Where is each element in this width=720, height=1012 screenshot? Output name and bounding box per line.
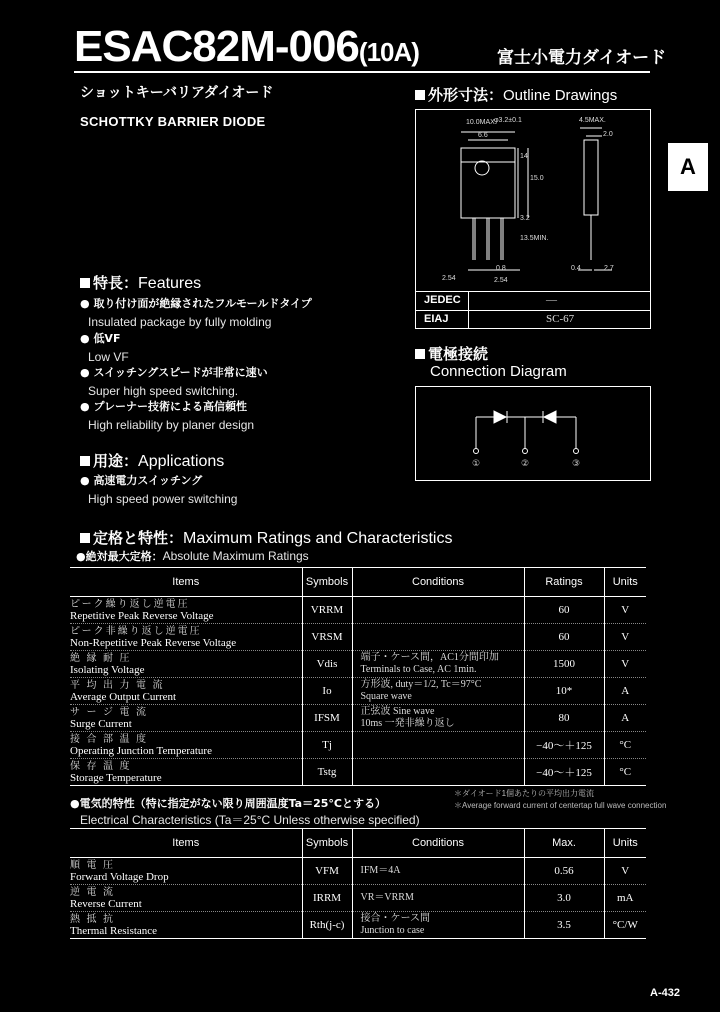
electrical-characteristics-table [70, 828, 646, 939]
col-header: Units [604, 568, 646, 597]
title-rule [74, 71, 650, 73]
eiaj-row: EIAJ SC-67 [424, 313, 575, 325]
table-row: 絶 縁 耐 圧 Isolating Voltage Vdis 端子・ケース間，AC1分間印加 Terminals to Case, AC 1min. 1500 V [70, 651, 646, 678]
table-row: 順 電 圧 Forward Voltage Drop VFM IFM＝4A 0.56 V [70, 858, 646, 885]
dim-label: φ3.2±0.1 [494, 117, 522, 124]
connection-heading-en: Connection Diagram [430, 363, 567, 380]
dim-label: 0.8 [496, 265, 506, 272]
table-row: 熱 抵 抗 Thermal Resistance Rth(j-c) 接合・ケース間 Junction to case 3.5 °C/W [70, 912, 646, 939]
electrical-heading-en: Electrical Characteristics (Ta＝25°C Unless otherwise specified) [80, 813, 420, 827]
current-rating: (10A) [358, 37, 419, 67]
table-row: ピーク繰り返し逆電圧 Repetitive Peak Reverse Voltage VRRM 60 V [70, 597, 646, 624]
page-number: A-432 [650, 987, 680, 999]
part-number-title: ESAC82M-006(10A) [74, 22, 419, 71]
dim-label: 10.0MAX. [466, 119, 497, 126]
table-row: サ ー ジ 電 流 Surge Current IFSM 正弦波 Sine wave 10ms 一発非繰り返し 80 A [70, 705, 646, 732]
application-item: ● 高速電力スイッチング High speed power switching [80, 474, 238, 506]
device-type-jp: ショットキーバリアダイオード [80, 85, 274, 101]
dim-label: 2.7 [604, 265, 614, 272]
category-jp: 富士小電力ダイオード [497, 48, 667, 68]
table-row: ピーク非繰り返し逆電圧 Non-Repetitive Peak Reverse Voltage VRSM 60 V [70, 624, 646, 651]
pin-label: ① [471, 459, 481, 469]
jedec-row: JEDEC ― [416, 292, 650, 311]
col-header: Symbols [302, 568, 352, 597]
dim-label: 2.54 [494, 277, 508, 284]
features-heading: 特長：Features [80, 272, 201, 293]
square-bullet-icon [80, 278, 90, 288]
dim-label: 6.6 [478, 132, 488, 139]
outline-heading: 外形寸法：Outline Drawings [415, 84, 617, 105]
diode-symbol-icon [494, 411, 506, 423]
dim-label: 2.0 [603, 131, 613, 138]
feature-item: ● 取り付け面が絶縁されたフルモールドタイプ Insulated package by fully molding [80, 297, 312, 329]
ratings-heading: 定格と特性：Maximum Ratings and Characteristics [80, 527, 452, 548]
pin-label: ③ [571, 459, 581, 469]
feature-item: ● プレーナー技術による高信頼性 High reliability by planer design [80, 400, 255, 432]
section-tab: A [668, 143, 708, 191]
dim-label: 13.5MIN. [520, 235, 549, 242]
jedec-eiaj-table [415, 292, 651, 329]
connection-diagram-box [415, 386, 651, 481]
feature-item: ● スイッチングスピードが非常に速い Super high speed switching. [80, 366, 268, 398]
diode-symbol-icon [544, 411, 556, 423]
square-bullet-icon [415, 90, 425, 100]
col-header: Conditions [352, 568, 524, 597]
device-type-en: SCHOTTKY BARRIER DIODE [80, 114, 266, 129]
dim-label: 0.4 [571, 265, 581, 272]
connection-diagram [416, 387, 650, 480]
ratings-note-en: ＊Average forward current of centertap full wave connection [454, 801, 667, 810]
applications-heading: 用途：Applications [80, 450, 224, 471]
outline-drawing-box [415, 109, 651, 292]
col-header: Max. [524, 829, 604, 858]
package-outline-drawing [416, 110, 650, 291]
dim-label: 2.54 [442, 275, 456, 282]
square-bullet-icon [415, 349, 425, 359]
col-header: Items [70, 568, 302, 597]
ratings-note-jp: ＊ダイオード1個あたりの平均出力電流 [454, 789, 595, 798]
col-header: Units [604, 829, 646, 858]
square-bullet-icon [80, 533, 90, 543]
square-bullet-icon [80, 456, 90, 466]
table-row: 接 合 部 温 度 Operating Junction Temperature Tj −40～＋125 °C [70, 732, 646, 759]
table-row: 平 均 出 力 電 流 Average Output Current Io 方形波, duty＝1/2, Tc＝97°C Square wave 10* A [70, 678, 646, 705]
dim-label: 14 [520, 153, 528, 160]
dim-label: 15.0 [530, 175, 544, 182]
abs-max-subheading: ●絶対最大定格：Absolute Maximum Ratings [76, 549, 309, 563]
feature-item: ● 低VF Low VF [80, 332, 129, 364]
dim-label: 4.5MAX. [579, 117, 606, 124]
electrical-heading-jp: ●電気的特性（特に指定がない限り周囲温度Ta＝25°Cとする） [70, 797, 386, 810]
col-header: Symbols [302, 829, 352, 858]
pin-label: ② [520, 459, 530, 469]
col-header: Ratings [524, 568, 604, 597]
col-header: Conditions [352, 829, 524, 858]
absolute-maximum-ratings-table [70, 567, 646, 786]
table-row: 保 存 温 度 Storage Temperature Tstg −40～＋125 °C [70, 759, 646, 786]
connection-heading-jp: 電極接続 [415, 343, 488, 364]
dim-label: 3.2 [520, 215, 530, 222]
table-row: 逆 電 流 Reverse Current IRRM VR＝VRRM 3.0 mA [70, 885, 646, 912]
col-header: Items [70, 829, 302, 858]
